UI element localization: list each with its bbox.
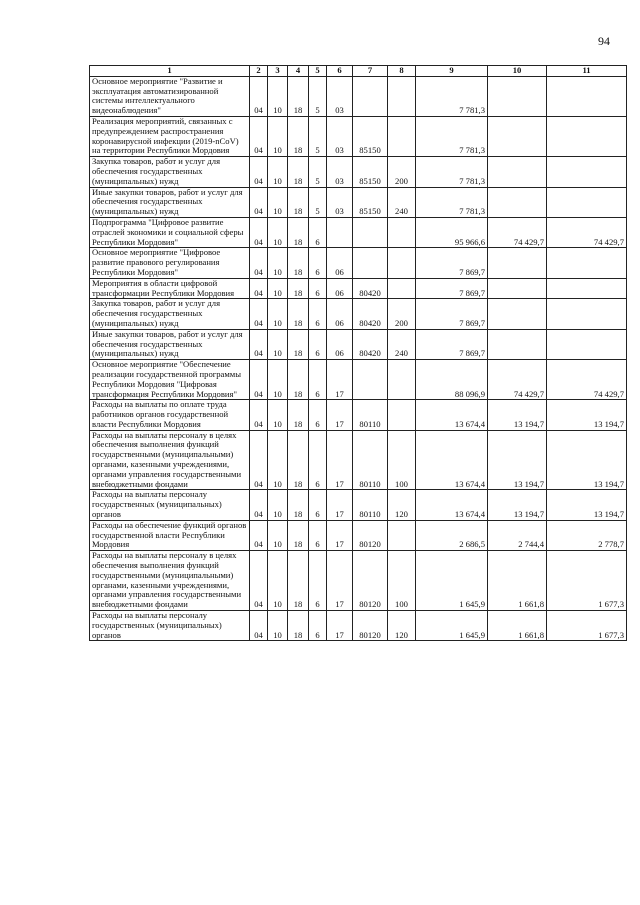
table-row bbox=[90, 430, 627, 490]
col-7-code bbox=[353, 360, 388, 400]
col-5-code: 6 bbox=[309, 360, 327, 400]
table-row bbox=[90, 520, 627, 550]
col-7-code: 80120 bbox=[353, 551, 388, 611]
col-7-code: 80420 bbox=[353, 329, 388, 359]
column-header: 8 bbox=[388, 66, 416, 77]
col-4-code: 18 bbox=[288, 299, 309, 329]
amount-2021: 7 781,3 bbox=[416, 116, 488, 156]
amount-2022 bbox=[488, 76, 547, 116]
col-4-code: 18 bbox=[288, 116, 309, 156]
table-row bbox=[90, 187, 627, 217]
amount-2022: 74 429,7 bbox=[488, 360, 547, 400]
col-8-code: 240 bbox=[388, 329, 416, 359]
col-8-code bbox=[388, 520, 416, 550]
col-5-code: 6 bbox=[309, 611, 327, 641]
budget-table bbox=[89, 65, 627, 641]
amount-2021: 7 869,7 bbox=[416, 329, 488, 359]
amount-2022 bbox=[488, 157, 547, 187]
col-4-code: 18 bbox=[288, 187, 309, 217]
amount-2021: 1 645,9 bbox=[416, 551, 488, 611]
amount-2022 bbox=[488, 116, 547, 156]
col-4-code: 18 bbox=[288, 490, 309, 520]
amount-2023 bbox=[547, 76, 627, 116]
amount-2022: 13 194,7 bbox=[488, 490, 547, 520]
col-6-code: 06 bbox=[327, 299, 353, 329]
col-3-code: 10 bbox=[268, 611, 288, 641]
col-8-code bbox=[388, 360, 416, 400]
amount-2021: 1 645,9 bbox=[416, 611, 488, 641]
amount-2021: 13 674,4 bbox=[416, 400, 488, 430]
col-8-code bbox=[388, 400, 416, 430]
col-4-code: 18 bbox=[288, 248, 309, 278]
col-7-code: 80110 bbox=[353, 430, 388, 490]
amount-2023: 74 429,7 bbox=[547, 217, 627, 247]
row-name: Основное мероприятие "Обеспечение реализации государственной программы Республики Мордовия "Цифровая трансформация Республики Мордовия" bbox=[90, 360, 250, 400]
amount-2023: 13 194,7 bbox=[547, 430, 627, 490]
col-3-code: 10 bbox=[268, 248, 288, 278]
amount-2023: 1 677,3 bbox=[547, 611, 627, 641]
amount-2021: 95 966,6 bbox=[416, 217, 488, 247]
col-4-code: 18 bbox=[288, 611, 309, 641]
amount-2021: 7 781,3 bbox=[416, 76, 488, 116]
col-4-code: 18 bbox=[288, 520, 309, 550]
col-4-code: 18 bbox=[288, 551, 309, 611]
col-3-code: 10 bbox=[268, 329, 288, 359]
row-name: Расходы на выплаты персоналу в целях обеспечения выполнения функций государственными (муниципальными) органами, казенными учреждениями, органами управления государственными внебюджетными фондами bbox=[90, 551, 250, 611]
row-name: Расходы на выплаты по оплате труда работников органов государственной власти Республики Мордовия bbox=[90, 400, 250, 430]
amount-2022 bbox=[488, 187, 547, 217]
amount-2023 bbox=[547, 329, 627, 359]
col-7-code: 85150 bbox=[353, 157, 388, 187]
col-4-code: 18 bbox=[288, 217, 309, 247]
amount-2023 bbox=[547, 157, 627, 187]
column-header: 3 bbox=[268, 66, 288, 77]
col-3-code: 10 bbox=[268, 157, 288, 187]
col-3-code: 10 bbox=[268, 187, 288, 217]
amount-2023 bbox=[547, 278, 627, 299]
amount-2023 bbox=[547, 299, 627, 329]
amount-2021: 7 869,7 bbox=[416, 248, 488, 278]
col-2-code: 04 bbox=[250, 157, 268, 187]
header-row bbox=[90, 66, 627, 77]
col-5-code: 6 bbox=[309, 217, 327, 247]
col-8-code: 100 bbox=[388, 551, 416, 611]
col-6-code: 06 bbox=[327, 329, 353, 359]
col-4-code: 18 bbox=[288, 329, 309, 359]
col-2-code: 04 bbox=[250, 116, 268, 156]
row-name: Основное мероприятие "Цифровое развитие правового регулирования Республики Мордовия" bbox=[90, 248, 250, 278]
col-2-code: 04 bbox=[250, 551, 268, 611]
col-8-code: 240 bbox=[388, 187, 416, 217]
col-6-code: 03 bbox=[327, 157, 353, 187]
col-3-code: 10 bbox=[268, 116, 288, 156]
amount-2021: 7 781,3 bbox=[416, 157, 488, 187]
row-name: Иные закупки товаров, работ и услуг для обеспечения государственных (муниципальных) нужд bbox=[90, 329, 250, 359]
col-2-code: 04 bbox=[250, 430, 268, 490]
col-6-code: 17 bbox=[327, 611, 353, 641]
col-7-code: 80120 bbox=[353, 611, 388, 641]
row-name: Подпрограмма "Цифровое развитие отраслей экономики и социальной сферы Республики Мордовия" bbox=[90, 217, 250, 247]
row-name: Расходы на выплаты персоналу в целях обеспечения выполнения функций государственными (муниципальными) органами, казенными учреждениями, органами управления государственными внебюджетными фондами bbox=[90, 430, 250, 490]
row-name: Основное мероприятие "Развитие и эксплуатация автоматизированной системы интеллектуального видеонаблюдения" bbox=[90, 76, 250, 116]
row-name: Расходы на выплаты персоналу государственных (муниципальных) органов bbox=[90, 611, 250, 641]
table-row bbox=[90, 400, 627, 430]
col-8-code: 120 bbox=[388, 611, 416, 641]
page-number: 94 bbox=[598, 34, 610, 48]
table-row bbox=[90, 299, 627, 329]
table-row bbox=[90, 360, 627, 400]
table-row bbox=[90, 278, 627, 299]
column-header: 11 bbox=[547, 66, 627, 77]
table-row bbox=[90, 116, 627, 156]
row-name: Закупка товаров, работ и услуг для обеспечения государственных (муниципальных) нужд bbox=[90, 157, 250, 187]
col-7-code: 85150 bbox=[353, 187, 388, 217]
col-7-code: 80420 bbox=[353, 278, 388, 299]
col-8-code bbox=[388, 76, 416, 116]
amount-2021: 2 686,5 bbox=[416, 520, 488, 550]
col-2-code: 04 bbox=[250, 329, 268, 359]
col-5-code: 6 bbox=[309, 551, 327, 611]
col-6-code: 06 bbox=[327, 248, 353, 278]
amount-2022 bbox=[488, 248, 547, 278]
col-8-code bbox=[388, 248, 416, 278]
amount-2022: 13 194,7 bbox=[488, 400, 547, 430]
col-4-code: 18 bbox=[288, 400, 309, 430]
col-3-code: 10 bbox=[268, 217, 288, 247]
col-5-code: 5 bbox=[309, 116, 327, 156]
amount-2021: 13 674,4 bbox=[416, 490, 488, 520]
col-6-code: 17 bbox=[327, 520, 353, 550]
table-row bbox=[90, 490, 627, 520]
col-7-code bbox=[353, 217, 388, 247]
row-name: Расходы на выплаты персоналу государственных (муниципальных) органов bbox=[90, 490, 250, 520]
table-row bbox=[90, 611, 627, 641]
row-name: Закупка товаров, работ и услуг для обеспечения государственных (муниципальных) нужд bbox=[90, 299, 250, 329]
amount-2022 bbox=[488, 299, 547, 329]
column-header: 7 bbox=[353, 66, 388, 77]
col-7-code bbox=[353, 76, 388, 116]
col-4-code: 18 bbox=[288, 157, 309, 187]
col-5-code: 5 bbox=[309, 187, 327, 217]
col-3-code: 10 bbox=[268, 360, 288, 400]
row-name: Мероприятия в области цифровой трансформации Республики Мордовия bbox=[90, 278, 250, 299]
col-5-code: 6 bbox=[309, 299, 327, 329]
table-row bbox=[90, 217, 627, 247]
amount-2021: 7 869,7 bbox=[416, 299, 488, 329]
col-8-code: 200 bbox=[388, 157, 416, 187]
column-header: 9 bbox=[416, 66, 488, 77]
col-3-code: 10 bbox=[268, 430, 288, 490]
col-6-code: 17 bbox=[327, 400, 353, 430]
col-8-code bbox=[388, 116, 416, 156]
col-4-code: 18 bbox=[288, 278, 309, 299]
col-5-code: 6 bbox=[309, 430, 327, 490]
amount-2022: 74 429,7 bbox=[488, 217, 547, 247]
col-5-code: 5 bbox=[309, 157, 327, 187]
col-6-code: 03 bbox=[327, 76, 353, 116]
col-7-code: 80110 bbox=[353, 400, 388, 430]
col-3-code: 10 bbox=[268, 490, 288, 520]
amount-2022: 1 661,8 bbox=[488, 611, 547, 641]
table-row bbox=[90, 551, 627, 611]
col-8-code: 120 bbox=[388, 490, 416, 520]
col-6-code: 03 bbox=[327, 187, 353, 217]
col-2-code: 04 bbox=[250, 217, 268, 247]
column-header: 4 bbox=[288, 66, 309, 77]
col-3-code: 10 bbox=[268, 76, 288, 116]
amount-2022: 1 661,8 bbox=[488, 551, 547, 611]
amount-2022 bbox=[488, 329, 547, 359]
table-body bbox=[90, 76, 627, 641]
amount-2023: 74 429,7 bbox=[547, 360, 627, 400]
column-header: 2 bbox=[250, 66, 268, 77]
table-row bbox=[90, 329, 627, 359]
col-6-code: 17 bbox=[327, 490, 353, 520]
amount-2021: 13 674,4 bbox=[416, 430, 488, 490]
column-header: 10 bbox=[488, 66, 547, 77]
column-header: 1 bbox=[90, 66, 250, 77]
col-3-code: 10 bbox=[268, 400, 288, 430]
col-6-code: 17 bbox=[327, 360, 353, 400]
col-8-code bbox=[388, 217, 416, 247]
col-4-code: 18 bbox=[288, 76, 309, 116]
col-2-code: 04 bbox=[250, 611, 268, 641]
col-3-code: 10 bbox=[268, 278, 288, 299]
col-6-code: 17 bbox=[327, 430, 353, 490]
col-2-code: 04 bbox=[250, 76, 268, 116]
row-name: Реализация мероприятий, связанных с предупреждением распространения коронавирусной инфекции (2019-nCoV) на территории Республики Мордовия bbox=[90, 116, 250, 156]
row-name: Иные закупки товаров, работ и услуг для обеспечения государственных (муниципальных) нужд bbox=[90, 187, 250, 217]
col-5-code: 6 bbox=[309, 520, 327, 550]
col-2-code: 04 bbox=[250, 400, 268, 430]
amount-2021: 7 781,3 bbox=[416, 187, 488, 217]
row-name: Расходы на обеспечение функций органов государственной власти Республики Мордовия bbox=[90, 520, 250, 550]
col-6-code: 17 bbox=[327, 551, 353, 611]
col-7-code bbox=[353, 248, 388, 278]
col-3-code: 10 bbox=[268, 520, 288, 550]
col-5-code: 6 bbox=[309, 490, 327, 520]
amount-2023: 1 677,3 bbox=[547, 551, 627, 611]
col-2-code: 04 bbox=[250, 520, 268, 550]
col-4-code: 18 bbox=[288, 430, 309, 490]
col-5-code: 5 bbox=[309, 76, 327, 116]
col-2-code: 04 bbox=[250, 187, 268, 217]
amount-2023: 13 194,7 bbox=[547, 490, 627, 520]
amount-2021: 88 096,9 bbox=[416, 360, 488, 400]
col-6-code bbox=[327, 217, 353, 247]
col-2-code: 04 bbox=[250, 299, 268, 329]
col-7-code: 80110 bbox=[353, 490, 388, 520]
amount-2023: 13 194,7 bbox=[547, 400, 627, 430]
table-row bbox=[90, 157, 627, 187]
col-2-code: 04 bbox=[250, 278, 268, 299]
amount-2023 bbox=[547, 116, 627, 156]
col-5-code: 6 bbox=[309, 329, 327, 359]
col-6-code: 03 bbox=[327, 116, 353, 156]
col-5-code: 6 bbox=[309, 248, 327, 278]
table-row bbox=[90, 248, 627, 278]
amount-2023 bbox=[547, 187, 627, 217]
col-2-code: 04 bbox=[250, 360, 268, 400]
col-6-code: 06 bbox=[327, 278, 353, 299]
col-3-code: 10 bbox=[268, 551, 288, 611]
amount-2022: 13 194,7 bbox=[488, 430, 547, 490]
col-7-code: 85150 bbox=[353, 116, 388, 156]
amount-2022 bbox=[488, 278, 547, 299]
col-8-code: 100 bbox=[388, 430, 416, 490]
column-header: 5 bbox=[309, 66, 327, 77]
col-8-code bbox=[388, 278, 416, 299]
col-5-code: 6 bbox=[309, 278, 327, 299]
col-7-code: 80420 bbox=[353, 299, 388, 329]
col-8-code: 200 bbox=[388, 299, 416, 329]
col-7-code: 80120 bbox=[353, 520, 388, 550]
amount-2023: 2 778,7 bbox=[547, 520, 627, 550]
col-2-code: 04 bbox=[250, 248, 268, 278]
amount-2022: 2 744,4 bbox=[488, 520, 547, 550]
col-5-code: 6 bbox=[309, 400, 327, 430]
amount-2023 bbox=[547, 248, 627, 278]
table-row bbox=[90, 76, 627, 116]
col-4-code: 18 bbox=[288, 360, 309, 400]
column-header: 6 bbox=[327, 66, 353, 77]
col-2-code: 04 bbox=[250, 490, 268, 520]
col-3-code: 10 bbox=[268, 299, 288, 329]
amount-2021: 7 869,7 bbox=[416, 278, 488, 299]
